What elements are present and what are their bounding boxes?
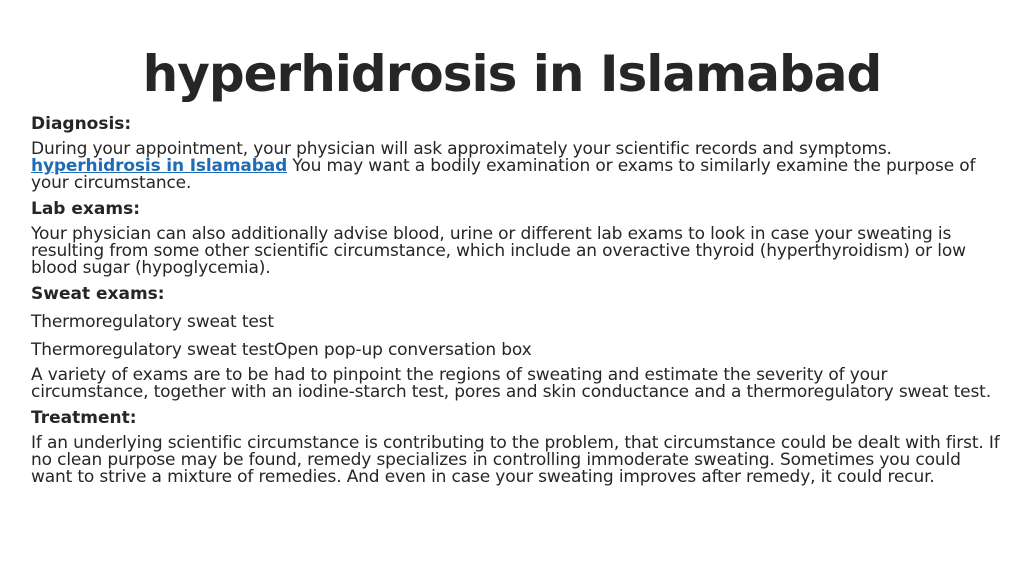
diagnosis-heading: Diagnosis: <box>31 114 132 134</box>
diagnosis-text-after-link: You may want a bodily examination or exams to similarly examine the purpose of your circumstance. <box>31 156 976 193</box>
sweat-exams-paragraph: A variety of exams are to be had to pinpoint the regions of sweating and estimate the severity of your circumstance, together with an iodine-starch test, pores and skin conductance and a thermoregulatory sweat test. <box>31 365 991 402</box>
hyperhidrosis-islamabad-link[interactable]: hyperhidrosis in Islamabad <box>31 156 288 176</box>
sweat-exams-heading: Sweat exams: <box>31 284 165 304</box>
sweat-exams-line-1: Thermoregulatory sweat test <box>31 312 274 332</box>
slide-content <box>31 113 1001 492</box>
treatment-heading: Treatment: <box>31 408 137 428</box>
treatment-paragraph: If an underlying scientific circumstance is contributing to the problem, that circumstance could be dealt with first. If no clean purpose may be found, remedy specializes in controlling immoderate sweating. Sometimes you could want to strive a mixture of remedies. And even in case your sweating improves after remedy, it could recur. <box>31 433 1000 487</box>
page-title: hyperhidrosis in Islamabad <box>142 45 882 103</box>
sweat-exams-line-2: Thermoregulatory sweat testOpen pop-up conversation box <box>31 340 532 360</box>
lab-exams-paragraph: Your physician can also additionally advise blood, urine or different lab exams to look in case your sweating is resulting from some other scientific circumstance, which include an overactive thyroid (hyperthyroidism) or low blood sugar (hypoglycemia). <box>31 224 966 278</box>
diagnosis-text-before-link: During your appointment, your physician will ask approximately your scientific records and symptoms. <box>31 139 892 159</box>
diagnosis-paragraph <box>31 141 1001 192</box>
lab-exams-heading: Lab exams: <box>31 199 140 219</box>
